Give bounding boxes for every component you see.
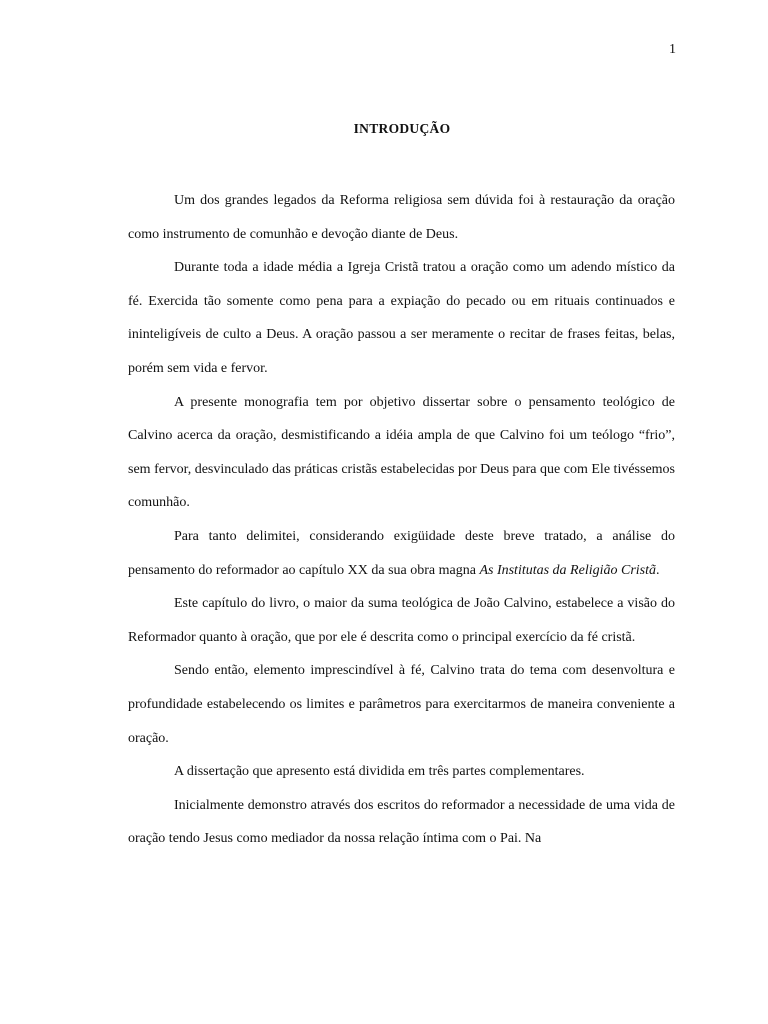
- book-title: As Institutas da Religião Cristã: [479, 562, 657, 578]
- paragraph-text: Para tanto delimitei, considerando exigüidade deste breve tratado, a análise do pensamento do reformador ao capítulo XX da sua obra magna: [128, 528, 675, 578]
- page-title: INTRODUÇÃO: [353, 121, 451, 136]
- page-number: 1: [669, 42, 676, 57]
- paragraph: [128, 520, 675, 587]
- paragraph-text: .: [656, 562, 660, 578]
- paragraph: Sendo então, elemento imprescindível à fé, Calvino trata do tema com desenvoltura e profundidade estabelecendo os limites e parâmetros para exercitarmos de maneira conveniente a oração.: [128, 663, 675, 746]
- paragraph: Inicialmente demonstro através dos escritos do reformador a necessidade de uma vida de oração tendo Jesus como mediador da nossa relação íntima com o Pai. Na: [128, 797, 675, 847]
- paragraph: A presente monografia tem por objetivo dissertar sobre o pensamento teológico de Calvino acerca da oração, desmistificando a idéia ampla de que Calvino foi um teólogo “frio”, sem fervor, desvinculado das práticas cristãs estabelecidas por Deus para que com Ele tivéssemos comunhão.: [128, 394, 675, 511]
- paragraph: A dissertação que apresento está dividida em três partes complementares.: [174, 764, 585, 780]
- body-text: [128, 184, 675, 856]
- paragraph: Este capítulo do livro, o maior da suma teológica de João Calvino, estabelece a visão do Reformador quanto à oração, que por ele é descrita como o principal exercício da fé cristã.: [128, 596, 675, 645]
- paragraph: Um dos grandes legados da Reforma religiosa sem dúvida foi à restauração da oração como instrumento de comunhão e devoção diante de Deus.: [128, 193, 675, 242]
- paragraph: Durante toda a idade média a Igreja Cristã tratou a oração como um adendo místico da fé. Exercida tão somente como pena para a expiação do pecado ou em rituais continuados e ininteligíveis de culto a Deus. A oração passou a ser meramente o recitar de frases feitas, belas, porém sem vida e fervor.: [128, 260, 675, 376]
